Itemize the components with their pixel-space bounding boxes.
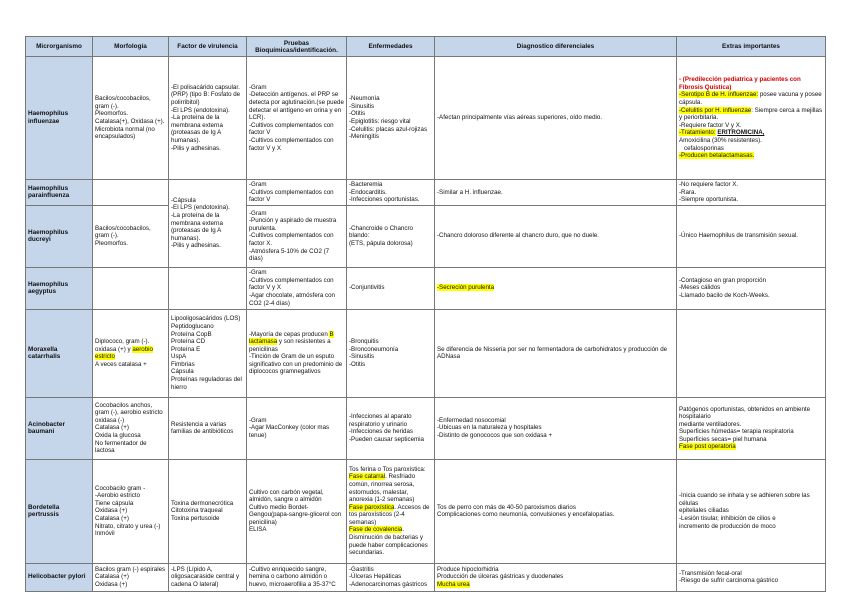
extras-cell: -Inicia cuando se inhala y se adhieren sobre las células epiteliales ciliadas -Lesión tisular, inhibición de cilios e incremento de producción de moco (677, 459, 826, 563)
diseases-cell: -Neumonía -Sinusitis -Otitis -Epiglotitis: riesgo vital -Celulitis: placas azul-rojizas -Meningitis (347, 57, 435, 180)
differential-cell: -Afectan principalmente vías aéreas superiores, oído medio. (435, 57, 677, 180)
diseases-text: . Disminución de bacterias y puede haber complicaciones secundarias. (349, 526, 428, 557)
virulence-cell: Lipooligosacáridos (LOS) Peptidoglucano Proteína CopB Proteína CD Proteína E UspA Fimbrias Cápsula Proteínas reguladoras del hierro (169, 309, 247, 397)
highlight: B lactamasa (249, 330, 334, 346)
virulence-cell: -El polisacárido capsular. (PRP) (tipo B: Fosfato de polirribitol) -El LPS (endotoxina). -La proteína de la membrana externa (proteasas de Ig A humanas). -Pilis y adhesinas. (169, 57, 247, 180)
microorganism-table (25, 36, 826, 592)
virulence-cell (169, 267, 247, 309)
morphology-cell: Cocobacilos anchos, gram (-), aerobio estricto oxidasa (-) Catalasa (+) Oxida la glucosa No fermentador de lactosa (93, 397, 169, 459)
tests-cell (247, 309, 347, 397)
extras-line: -Requiere factor V y X. (679, 121, 742, 129)
table-row (26, 57, 826, 180)
extras-cell: -No requiere factor X. -Rara. -Siempre oportunista. (677, 180, 826, 206)
highlight: Fase paroxística (349, 503, 395, 511)
extras-text: posee vacuna y posee cápsula. (679, 91, 822, 107)
extras-line (679, 152, 823, 160)
organism-cell: Haemophilus ducreyi (26, 205, 93, 267)
diseases-cell: -Chancroide o Chancro blando: (ETS, pápula dolorosa) (347, 205, 435, 267)
diseases-cell: -Infecciones al aparato respiratorio y urinario -Infecciones de heridas -Pueden causar septicemia (347, 397, 435, 459)
morph-line: A veces catalasa + (95, 360, 147, 368)
highlight: aerobio estricto (95, 345, 153, 361)
extras-cell (677, 397, 826, 459)
differential-cell: -Enfermedad nosocomial -Ubicuas en la naturaleza y hospitales -Distinto de gonococos que son oxidasa + (435, 397, 677, 459)
extras-line: - (Predilección pediatrica y pacientes con Fibrosis Quística) (679, 76, 801, 91)
highlight: Fase de covalencia (349, 526, 403, 534)
virulence-cell: Resistencia a varias familias de antibióticos (169, 397, 247, 459)
header-extras: Extras importantes (677, 37, 826, 57)
header-enfermedades: Enfermedades (347, 37, 435, 57)
highlight: -Tratamiento: (679, 129, 716, 137)
morphology-cell: Bacilos/cocobacilos, gram (-). Pleomorfos. Catalasa(+), Oxidasa (+). Microbiota normal (no encapsulados) (93, 57, 169, 180)
highlight: -Celulitis por H. influenzae (679, 106, 752, 114)
header-factor-virulencia: Factor de virulencia (169, 37, 247, 57)
tests-cell: -Gram -Cultivos complementados con factor V (247, 180, 347, 206)
highlight: Fase post operatoria (679, 443, 736, 451)
tests-cell: -Gram -Punción y aspirado de muestra purulenta. -Cultivos complementados con factor X. -Atmósfera 5-10% de CO2 (7 días) (247, 205, 347, 267)
diseases-cell: -Bronquitis -Bronconeumonía -Sinusitis -Otitis (347, 309, 435, 397)
extras-line: cefalosporinas (684, 144, 724, 152)
morph-text: oxidasa (+) y (95, 345, 133, 353)
diseases-text: . Accesos de tos paroxísticos (2-4 semanas) (349, 503, 430, 526)
tests-cell: -Gram -Detección antígenos. el PRP se detecta por aglutinación.(se puede detectar el antígeno en orina y en LCR). -Cultivos complementados con factor V -Cultivos complementados con factor V y X (247, 57, 347, 180)
organism-cell: Moraxella catarrhalis (26, 309, 93, 397)
highlight: -Serotipo B de H. influenzae: (679, 91, 759, 99)
morphology-cell: Cocobacilo gram - -Aerobio estricto Tiene cápsula Oxidasa (+) Catalasa (+) Nitrato, citrato y urea (-) Inmóvil (93, 459, 169, 563)
extras-line (679, 129, 823, 137)
tests-cell: -Cultivo enriquecido sangre, hemina o carbono almidón o huevo, microaerofilia a 35-37°C (247, 563, 347, 591)
header-diagnostico: Diagnostico diferenciales (435, 37, 677, 57)
tests-cell: -Gram -Agar MacConkey (color mas tenue) (247, 397, 347, 459)
morphology-cell (93, 180, 169, 206)
differential-cell (435, 267, 677, 309)
organism-cell: Haemophilus parainfluenza (26, 180, 93, 206)
virulence-cell: Toxina dermonecrótica Citotoxina traqueal Toxina pertusoide (169, 459, 247, 563)
tests-text: -Mayoría de cepas producen (249, 330, 330, 338)
highlight: -Secreción purulenta (437, 284, 495, 292)
table-row (26, 309, 826, 397)
diseases-cell: -Gastritis -Úlceras Hepáticas -Adenocarcinomas gástricos (347, 563, 435, 591)
extras-cell: -Transmisión fecal-oral -Riesgo de sufrir carcinoma gástrico (677, 563, 826, 591)
highlight: Fase catarral (349, 473, 386, 481)
extras-text: ERITROMICINA, (717, 129, 765, 137)
morphology-cell (93, 309, 169, 397)
morphology-cell: Bacilos gram (-) espirales Catalasa (+) Oxidasa (+) (93, 563, 169, 591)
extras-cell (677, 57, 826, 180)
extras-text: : Siempre cerca a mejillas y periorbitaria. (679, 106, 823, 122)
differential-cell: -Chancro doloroso diferente al chancro duro, que no duele. (435, 205, 677, 267)
organism-cell: Helicobacter pylori (26, 563, 93, 591)
differential-cell (435, 563, 677, 591)
header-row (26, 37, 826, 57)
table-row (26, 205, 826, 267)
tests-cell: -Gram -Cultivos complementados con factor V y X -Agar chocolate, atmósfera con CO2 (2-4 días) (247, 267, 347, 309)
table-row (26, 397, 826, 459)
tests-text: y son resistentes a penicilinas -Tinción de Gram de un esputo significativo con un predominio de diplococos gramnegativos (249, 338, 343, 376)
virulence-cell: -LPS (Lípido A, oligosacaraside central y cadena O lateral) (169, 563, 247, 591)
extras-line (679, 107, 823, 122)
highlight: -Producen betalactamasas. (679, 152, 755, 160)
table-row (26, 180, 826, 206)
extras-text: Patógenos oportunistas, obtenidos en ambiente hospitalario mediante ventiladores. Superficies húmedas= terapia respiratoria Superficies secas= piel humana (679, 405, 811, 443)
differential-text: Produce hipoclorhidria Producción de úlceras gástricas y duodenales (437, 565, 564, 581)
extras-cell (677, 309, 826, 397)
morphology-cell: Bacilos/cocobacilos, gram (-). Pleomorfos. (93, 205, 169, 267)
differential-cell: Tos de perro con más de 40-50 paroxismos diarios Complicaciones como neumonía, convulsiones y encefalopatías. (435, 459, 677, 563)
organism-cell: Acinobacter baumani (26, 397, 93, 459)
header-pruebas: Pruebas Bioquímicas/identificación. (247, 37, 347, 57)
table-row (26, 267, 826, 309)
highlight: Mucha urea (437, 581, 470, 589)
morph-line: Diplococo, gram (-). (95, 338, 150, 346)
diseases-text: . Resfriado común, rinorrea serosa, estornudos, malestar, anorexia (1-2 semanas) (349, 473, 416, 504)
organism-cell: Haemophilus aegyptus (26, 267, 93, 309)
differential-cell: -Similar a H. influenzae. (435, 180, 677, 206)
differential-cell: Se diferencia de Nisseria por ser no fermentadora de carbohidratos y producción de ADNasa (435, 309, 677, 397)
extras-line: Amoxicilina (30% resistentes). (679, 136, 762, 144)
extras-cell: -Único Haemophilus de transmisión sexual. (677, 205, 826, 267)
morph-line (95, 346, 166, 361)
diseases-cell (347, 459, 435, 563)
extras-cell: -Contagioso en gran proporción -Meses cálidos -Llamado bacilo de Koch-Weeks. (677, 267, 826, 309)
header-morfologia: Morfología (93, 37, 169, 57)
header-microrganismo: Microrganismo (26, 37, 93, 57)
table-row (26, 459, 826, 563)
morphology-cell (93, 267, 169, 309)
extras-line (679, 91, 823, 106)
tests-cell: Cultivo con carbón vegetal, almidón, sangre o almidón Cultivo medio Bordet-Gengou(papa-sangre-glicerol con penicilina) ELISA (247, 459, 347, 563)
diseases-text: Tos ferina o Tos paroxística: (349, 465, 426, 473)
organism-cell: Haemophilus influenzae (26, 57, 93, 180)
table-row (26, 563, 826, 591)
diseases-cell: -Conjuntivitis (347, 267, 435, 309)
diseases-cell: -Bacteremia -Endocarditis. -Infecciones oportunistas. (347, 180, 435, 206)
organism-cell: Bordetella pertrussis (26, 459, 93, 563)
virulence-cell: -Cápsula -El LPS (endotoxina). -La proteína de la membrana externa (proteasas de Ig A humanas). -Pilis y adhesinas. (169, 180, 247, 268)
